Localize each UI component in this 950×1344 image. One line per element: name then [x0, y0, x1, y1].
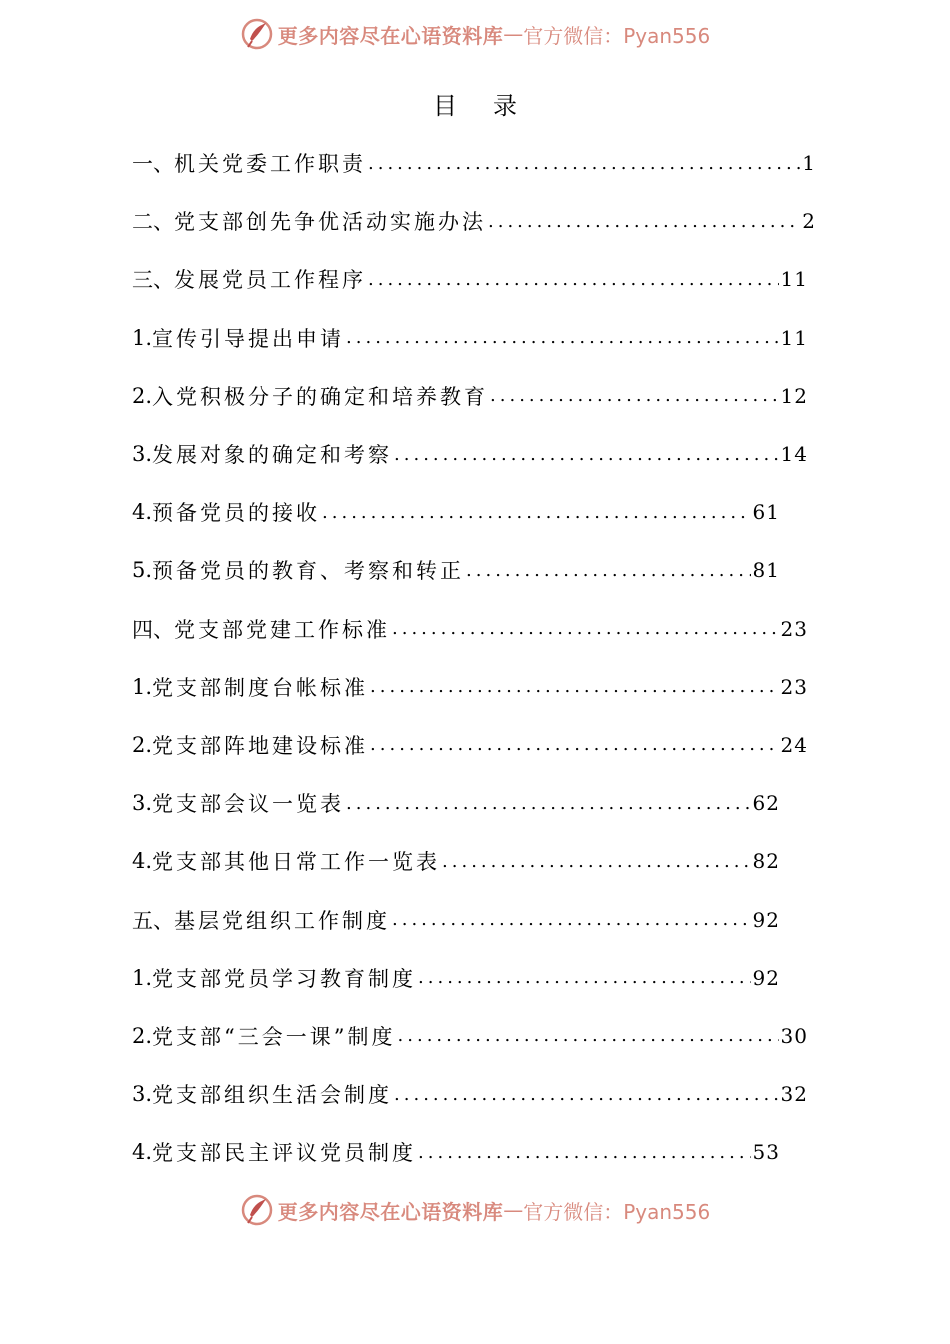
toc-leader-dots: [490, 385, 779, 406]
toc-entry-number: 4.: [132, 500, 153, 525]
toc-entry-label: 党支部党建工作标准: [174, 617, 390, 642]
toc-leader-dots: [488, 211, 800, 232]
toc-leader-dots: [368, 269, 779, 290]
toc-entry-number: 1.: [132, 965, 153, 990]
toc-entry[interactable]: [132, 192, 816, 250]
toc-entry-page: 81: [752, 558, 780, 583]
toc-entry-label: 基层党组织工作制度: [174, 908, 390, 933]
toc-entry-label: 党支部民主评议党员制度: [152, 1141, 417, 1166]
toc-entry-page: 11: [780, 267, 808, 292]
toc-entry-label: 宣传引导提出申请: [152, 326, 345, 351]
toc-entry-number: 4.: [132, 1140, 153, 1165]
toc-entry[interactable]: [132, 658, 808, 716]
toc-entry-page: 1: [802, 151, 816, 176]
toc-entry[interactable]: [132, 949, 780, 1007]
toc-entry[interactable]: [132, 600, 808, 658]
toc-leader-dots: [398, 1025, 779, 1046]
toc-entry-page: 61: [752, 500, 780, 525]
banner-separator: —: [503, 1198, 524, 1222]
banner-sub-text: 官方微信：Pyan556: [523, 23, 711, 48]
toc-leader-dots: [442, 851, 751, 872]
toc-entry-number: 四、: [132, 617, 174, 642]
toc-entry-number: 二、: [132, 210, 174, 235]
toc-entry[interactable]: [132, 483, 780, 541]
toc-leader-dots: [368, 153, 800, 174]
toc-entry-label: 党支部阵地建设标准: [152, 733, 369, 758]
toc-entry[interactable]: [132, 1065, 808, 1123]
toc-entry[interactable]: [132, 367, 808, 425]
toc-title: 目录: [433, 92, 553, 120]
toc-entry-label: 党支部会议一览表: [152, 792, 345, 817]
table-of-contents: [132, 134, 838, 1181]
toc-entry-label: 党支部创先争优活动实施办法: [174, 210, 486, 235]
toc-entry-page: 30: [780, 1023, 808, 1048]
logo-icon: [240, 1193, 274, 1227]
toc-entry-page: 82: [752, 849, 780, 874]
toc-entry-label: 发展党员工作程序: [174, 268, 366, 293]
toc-entry-number: 一、: [132, 152, 174, 177]
footer-banner: [0, 1190, 950, 1230]
toc-entry-label: 党支部制度台帐标准: [152, 675, 369, 700]
toc-entry[interactable]: [132, 774, 780, 832]
header-banner: [0, 14, 950, 54]
toc-entry-page: 32: [780, 1082, 808, 1107]
toc-entry[interactable]: [132, 425, 808, 483]
toc-leader-dots: [370, 676, 779, 697]
toc-entry[interactable]: [132, 832, 780, 890]
toc-entry-page: 92: [752, 907, 780, 932]
toc-leader-dots: [392, 909, 751, 930]
toc-entry-number: 2.: [132, 732, 153, 757]
toc-entry-label: 党支部组织生活会制度: [152, 1083, 393, 1108]
toc-entry-label: 入党积极分子的确定和培养教育: [152, 384, 489, 409]
toc-entry-label: 党支部其他日常工作一览表: [152, 850, 441, 875]
toc-leader-dots: [418, 1142, 751, 1163]
toc-leader-dots: [418, 967, 751, 988]
toc-entry-page: 92: [752, 965, 780, 990]
banner-sub-text: 官方微信：Pyan556: [523, 1199, 711, 1224]
toc-entry-page: 23: [780, 674, 808, 699]
toc-entry-number: 3.: [132, 791, 153, 816]
toc-entry-number: 1.: [132, 325, 153, 350]
toc-entry-number: 2.: [132, 383, 153, 408]
toc-entry-number: 4.: [132, 849, 153, 874]
logo-icon: [240, 17, 274, 51]
toc-leader-dots: [394, 444, 779, 465]
toc-entry-number: 3.: [132, 442, 153, 467]
toc-entry-number: 3.: [132, 1082, 153, 1107]
toc-entry[interactable]: [132, 541, 780, 599]
toc-entry-page: 53: [752, 1140, 780, 1165]
toc-entry-number: 5.: [132, 558, 153, 583]
toc-leader-dots: [394, 1084, 779, 1105]
toc-entry-page: 2: [802, 209, 816, 234]
toc-entry[interactable]: [132, 134, 816, 192]
toc-entry-label: 预备党员的接收: [152, 501, 321, 526]
toc-leader-dots: [466, 560, 751, 581]
toc-entry-number: 2.: [132, 1023, 153, 1048]
toc-entry-page: 11: [780, 325, 808, 350]
toc-entry-label: 党支部“三会一课”制度: [152, 1024, 396, 1049]
toc-entry-page: 14: [780, 442, 808, 467]
banner-main-text: 更多内容尽在心语资料库: [277, 1199, 504, 1224]
toc-leader-dots: [322, 502, 751, 523]
toc-entry-label: 党支部党员学习教育制度: [152, 966, 417, 991]
toc-entry-page: 23: [780, 616, 808, 641]
toc-leader-dots: [346, 793, 751, 814]
toc-entry-label: 发展对象的确定和考察: [152, 443, 393, 468]
toc-leader-dots: [370, 734, 779, 755]
toc-entry-label: 机关党委工作职责: [174, 152, 366, 177]
toc-entry-page: 24: [780, 732, 808, 757]
toc-entry[interactable]: [132, 1123, 780, 1181]
toc-entry-label: 预备党员的教育、考察和转正: [152, 559, 465, 584]
toc-entry[interactable]: [132, 250, 808, 308]
toc-entry-page: 12: [780, 383, 808, 408]
toc-entry-number: 1.: [132, 674, 153, 699]
toc-leader-dots: [346, 327, 779, 348]
toc-entry-number: 五、: [132, 908, 174, 933]
toc-entry-number: 三、: [132, 268, 174, 293]
toc-entry[interactable]: [132, 890, 780, 948]
banner-main-text: 更多内容尽在心语资料库: [277, 23, 504, 48]
toc-entry[interactable]: [132, 716, 808, 774]
toc-entry[interactable]: [132, 1007, 808, 1065]
banner-separator: —: [503, 22, 524, 46]
toc-leader-dots: [392, 618, 779, 639]
toc-entry-page: 62: [752, 791, 780, 816]
toc-entry[interactable]: [132, 309, 808, 367]
